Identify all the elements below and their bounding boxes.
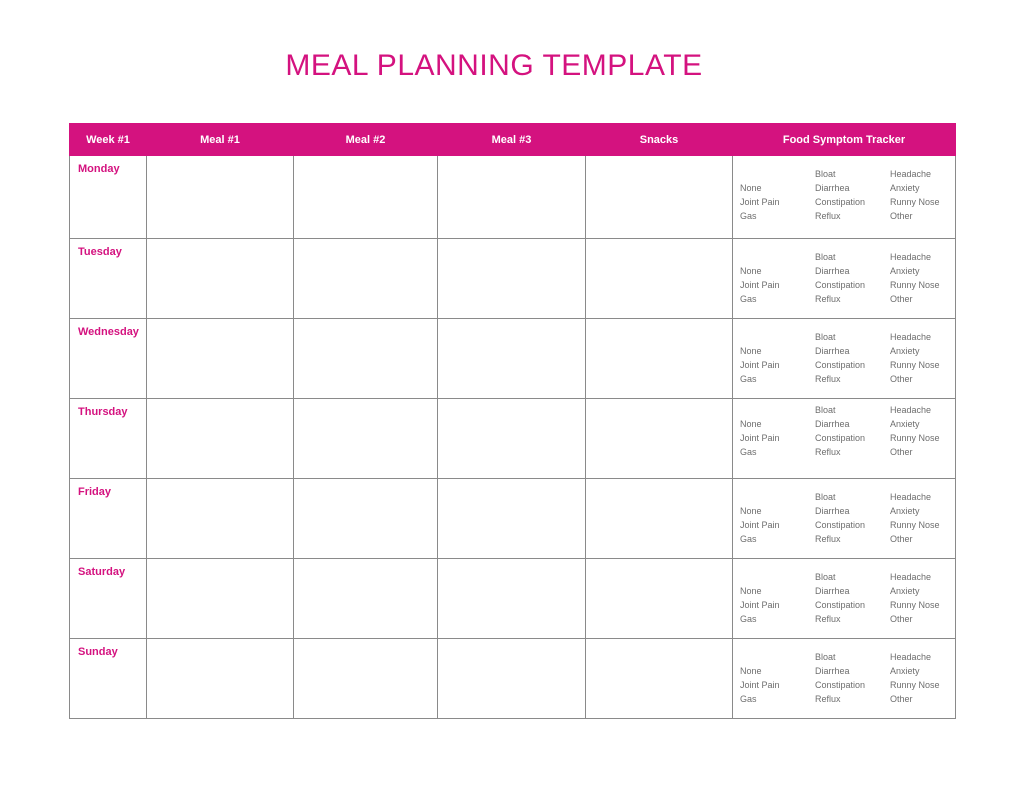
symptom-option[interactable]: Joint Pain bbox=[740, 197, 780, 207]
symptom-option[interactable]: Runny Nose bbox=[890, 360, 940, 370]
symptom-option[interactable]: None bbox=[740, 419, 762, 429]
meal-3-cell[interactable] bbox=[438, 559, 586, 639]
symptom-option[interactable]: Anxiety bbox=[890, 183, 920, 193]
snacks-cell[interactable] bbox=[586, 639, 733, 719]
symptom-option[interactable]: None bbox=[740, 666, 762, 676]
symptom-option[interactable]: Reflux bbox=[815, 534, 841, 544]
symptom-option[interactable]: Joint Pain bbox=[740, 433, 780, 443]
symptom-option[interactable]: Anxiety bbox=[890, 666, 920, 676]
symptom-option[interactable]: Constipation bbox=[815, 680, 866, 690]
symptom-option[interactable]: Diarrhea bbox=[815, 183, 850, 193]
symptom-tracker-cell bbox=[733, 156, 956, 239]
meal-3-cell[interactable] bbox=[438, 319, 586, 399]
symptom-option[interactable]: Diarrhea bbox=[815, 266, 850, 276]
meal-1-cell[interactable] bbox=[147, 479, 294, 559]
symptom-option[interactable]: Reflux bbox=[815, 614, 841, 624]
table-row bbox=[70, 639, 956, 719]
snacks-cell[interactable] bbox=[586, 479, 733, 559]
symptom-option[interactable]: Reflux bbox=[815, 694, 841, 704]
symptom-option[interactable]: Reflux bbox=[815, 294, 841, 304]
symptom-option[interactable]: Anxiety bbox=[890, 266, 920, 276]
symptom-option[interactable]: Runny Nose bbox=[890, 197, 940, 207]
symptom-tracker-cell bbox=[733, 319, 956, 399]
meal-2-cell[interactable] bbox=[294, 239, 438, 319]
symptom-option[interactable]: Gas bbox=[740, 211, 757, 221]
symptom-tracker-cell bbox=[733, 239, 956, 319]
meal-1-cell[interactable] bbox=[147, 319, 294, 399]
symptom-option[interactable]: Diarrhea bbox=[815, 506, 850, 516]
symptom-option[interactable]: Joint Pain bbox=[740, 600, 780, 610]
symptom-option[interactable]: Gas bbox=[740, 614, 757, 624]
header-meal-3: Meal #3 bbox=[438, 124, 586, 156]
symptom-option[interactable]: Other bbox=[890, 447, 913, 457]
symptom-option[interactable]: Runny Nose bbox=[890, 600, 940, 610]
header-week: Week #1 bbox=[70, 124, 147, 156]
symptom-option[interactable]: Joint Pain bbox=[740, 520, 780, 530]
symptom-option[interactable]: Headache bbox=[890, 572, 932, 582]
symptom-option[interactable]: Constipation bbox=[815, 360, 866, 370]
meal-3-cell[interactable] bbox=[438, 399, 586, 479]
symptom-option[interactable]: Headache bbox=[890, 332, 932, 342]
symptom-option[interactable]: Other bbox=[890, 211, 913, 221]
symptom-option[interactable]: None bbox=[740, 506, 762, 516]
symptom-option[interactable]: Constipation bbox=[815, 600, 866, 610]
table-row bbox=[70, 156, 956, 239]
meal-3-cell[interactable] bbox=[438, 239, 586, 319]
table-row bbox=[70, 319, 956, 399]
symptom-option[interactable]: Anxiety bbox=[890, 586, 920, 596]
meal-2-cell[interactable] bbox=[294, 559, 438, 639]
symptom-option[interactable]: Diarrhea bbox=[815, 419, 850, 429]
snacks-cell[interactable] bbox=[586, 559, 733, 639]
symptom-option[interactable]: Headache bbox=[890, 252, 932, 262]
meal-1-cell[interactable] bbox=[147, 639, 294, 719]
day-label: Saturday bbox=[70, 559, 147, 639]
symptom-option[interactable]: None bbox=[740, 586, 762, 596]
meal-1-cell[interactable] bbox=[147, 559, 294, 639]
meal-2-cell[interactable] bbox=[294, 639, 438, 719]
symptom-option[interactable]: Joint Pain bbox=[740, 280, 780, 290]
symptom-option[interactable]: Gas bbox=[740, 294, 757, 304]
table-row bbox=[70, 399, 956, 479]
meal-2-cell[interactable] bbox=[294, 156, 438, 239]
symptom-option[interactable]: Gas bbox=[740, 694, 757, 704]
symptom-option[interactable]: Bloat bbox=[815, 169, 836, 179]
symptom-option[interactable]: Diarrhea bbox=[815, 586, 850, 596]
symptom-option[interactable]: Headache bbox=[890, 492, 932, 502]
table-row bbox=[70, 559, 956, 639]
symptom-option[interactable]: None bbox=[740, 266, 762, 276]
symptom-option[interactable]: Runny Nose bbox=[890, 280, 940, 290]
day-label: Friday bbox=[70, 479, 147, 559]
symptom-option[interactable]: Anxiety bbox=[890, 346, 920, 356]
meal-2-cell[interactable] bbox=[294, 399, 438, 479]
table-row bbox=[70, 479, 956, 559]
symptom-option[interactable]: Other bbox=[890, 294, 913, 304]
meal-3-cell[interactable] bbox=[438, 479, 586, 559]
symptom-option[interactable]: Gas bbox=[740, 374, 757, 384]
symptom-option[interactable]: Headache bbox=[890, 405, 932, 415]
meal-1-cell[interactable] bbox=[147, 239, 294, 319]
symptom-option[interactable]: Diarrhea bbox=[815, 346, 850, 356]
day-label: Sunday bbox=[70, 639, 147, 719]
symptom-option[interactable]: None bbox=[740, 346, 762, 356]
meal-1-cell[interactable] bbox=[147, 156, 294, 239]
header-snacks: Snacks bbox=[586, 124, 733, 156]
symptom-option[interactable]: Joint Pain bbox=[740, 360, 780, 370]
meal-2-cell[interactable] bbox=[294, 479, 438, 559]
symptom-option[interactable]: Gas bbox=[740, 534, 757, 544]
symptom-option[interactable]: Bloat bbox=[815, 572, 836, 582]
page-title: MEAL PLANNING TEMPLATE bbox=[285, 49, 703, 82]
symptom-option[interactable]: Constipation bbox=[815, 197, 866, 207]
symptom-tracker-cell bbox=[733, 399, 956, 479]
symptom-tracker-cell bbox=[733, 479, 956, 559]
symptom-option[interactable]: Reflux bbox=[815, 374, 841, 384]
symptom-option[interactable]: Other bbox=[890, 534, 913, 544]
symptom-option[interactable]: Constipation bbox=[815, 520, 866, 530]
meal-3-cell[interactable] bbox=[438, 639, 586, 719]
symptom-option[interactable]: None bbox=[740, 183, 762, 193]
symptom-option[interactable]: Anxiety bbox=[890, 419, 920, 429]
symptom-option[interactable]: Other bbox=[890, 694, 913, 704]
symptom-option[interactable]: Runny Nose bbox=[890, 520, 940, 530]
symptom-option[interactable]: Bloat bbox=[815, 405, 836, 415]
meal-2-cell[interactable] bbox=[294, 319, 438, 399]
header-row bbox=[70, 124, 956, 156]
snacks-cell[interactable] bbox=[586, 156, 733, 239]
symptom-option[interactable]: Runny Nose bbox=[890, 680, 940, 690]
symptom-option[interactable]: Constipation bbox=[815, 433, 866, 443]
symptom-tracker-cell bbox=[733, 559, 956, 639]
table-row bbox=[70, 239, 956, 319]
symptom-option[interactable]: Constipation bbox=[815, 280, 866, 290]
symptom-option[interactable]: Runny Nose bbox=[890, 433, 940, 443]
meal-plan-table bbox=[69, 123, 956, 719]
snacks-cell[interactable] bbox=[586, 239, 733, 319]
symptom-option[interactable]: Reflux bbox=[815, 447, 841, 457]
symptom-option[interactable]: Bloat bbox=[815, 332, 836, 342]
symptom-option[interactable]: Reflux bbox=[815, 211, 841, 221]
header-meal-2: Meal #2 bbox=[294, 124, 438, 156]
symptom-option[interactable]: Bloat bbox=[815, 652, 836, 662]
symptom-option[interactable]: Headache bbox=[890, 169, 932, 179]
snacks-cell[interactable] bbox=[586, 399, 733, 479]
symptom-option[interactable]: Diarrhea bbox=[815, 666, 850, 676]
symptom-option[interactable]: Anxiety bbox=[890, 506, 920, 516]
snacks-cell[interactable] bbox=[586, 319, 733, 399]
symptom-option[interactable]: Bloat bbox=[815, 252, 836, 262]
symptom-option[interactable]: Other bbox=[890, 614, 913, 624]
header-food-symptom-tracker: Food Symptom Tracker bbox=[733, 124, 956, 156]
symptom-option[interactable]: Gas bbox=[740, 447, 757, 457]
meal-3-cell[interactable] bbox=[438, 156, 586, 239]
symptom-option[interactable]: Other bbox=[890, 374, 913, 384]
day-label: Monday bbox=[70, 156, 147, 239]
day-label: Tuesday bbox=[70, 239, 147, 319]
symptom-option[interactable]: Joint Pain bbox=[740, 680, 780, 690]
meal-1-cell[interactable] bbox=[147, 399, 294, 479]
day-label: Wednesday bbox=[70, 319, 147, 399]
day-label: Thursday bbox=[70, 399, 147, 479]
symptom-option[interactable]: Bloat bbox=[815, 492, 836, 502]
header-meal-1: Meal #1 bbox=[147, 124, 294, 156]
symptom-option[interactable]: Headache bbox=[890, 652, 932, 662]
symptom-tracker-cell bbox=[733, 639, 956, 719]
